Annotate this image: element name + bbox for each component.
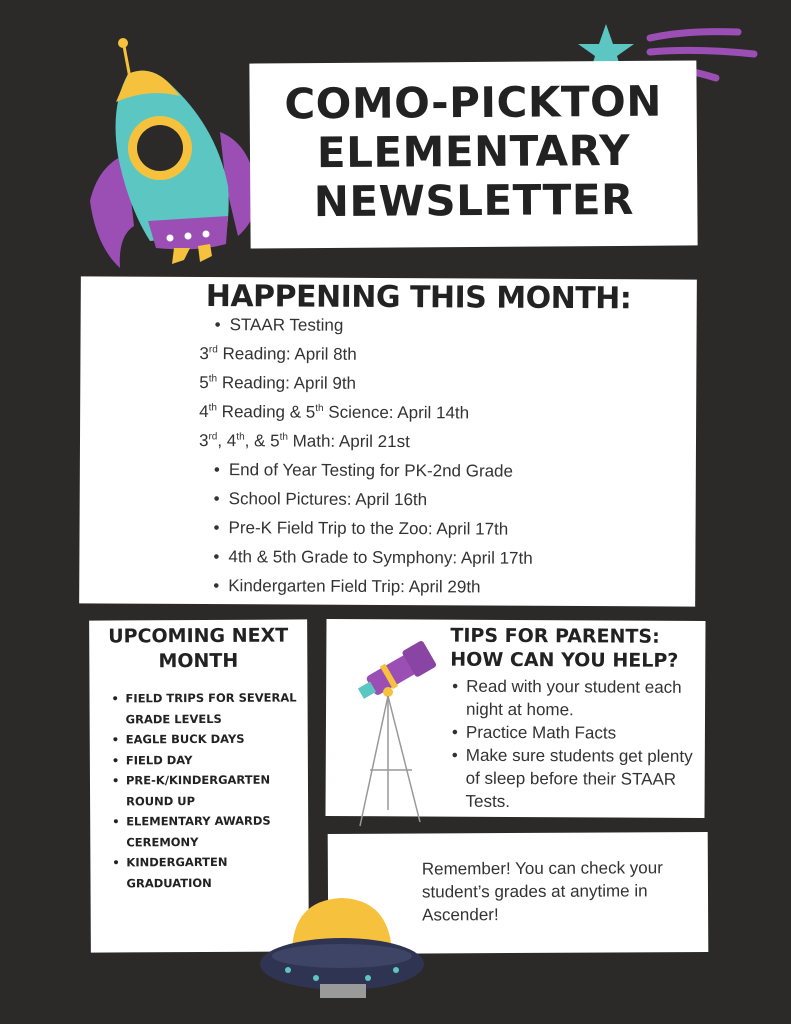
reminder-text: Remember! You can check your student’s grades at anytime in Ascender! [421,858,663,925]
list-item: • ELEMENTARY AWARDS CEREMONY [126,810,301,852]
tips-list [466,675,697,814]
list-item: • PRE-K/KINDERGARTEN ROUND UP [126,769,301,811]
title-line: COMO-PICKTON [284,76,663,129]
title-line: ELEMENTARY [316,125,631,178]
list-item: • FIELD DAY [126,749,301,770]
list-item: • Pre-K Field Trip to the Zoo: April 17th [228,518,508,539]
test-date: 3rd, 4th, & 5th Math: April 21st [198,431,410,452]
test-date: 4th Reading & 5th Science: April 14th [199,402,470,423]
list-item: • FIELD TRIPS FOR SEVERAL GRADE LEVELS [125,687,300,729]
list-item: • EAGLE BUCK DAYS [126,728,301,749]
list-item: • Read with your student each night at home. [466,675,696,722]
happening-this-month-panel [79,276,697,606]
title-line: NEWSLETTER [313,174,635,227]
upcoming-list [125,687,301,893]
test-date: 5th Reading: April 9th [199,373,357,393]
list-item: • End of Year Testing for PK-2nd Grade [229,460,513,481]
list-item: • STAAR Testing [230,315,344,336]
ufo-icon [258,892,424,1004]
list-item: • School Pictures: April 16th [229,489,428,510]
list-item: • 4th & 5th Grade to Symphony: April 17th [228,547,532,569]
title-banner [249,60,697,248]
section-title: UPCOMING NEXT MONTH [108,624,289,673]
list-item: • Practice Math Facts [466,721,696,745]
list-item: • KINDERGARTEN GRADUATION [126,851,301,893]
telescope-icon [348,630,444,830]
test-date: 3rd Reading: April 8th [199,344,357,364]
list-item: • Make sure students get plenty of sleep before their STAAR Tests. [466,744,696,814]
rocket-icon [88,36,268,272]
list-item: • Kindergarten Field Trip: April 29th [228,576,480,597]
newsletter-title [249,76,697,226]
section-title: HAPPENING THIS MONTH: [205,279,632,317]
section-title: TIPS FOR PARENTS: HOW CAN YOU HELP? [450,624,679,672]
